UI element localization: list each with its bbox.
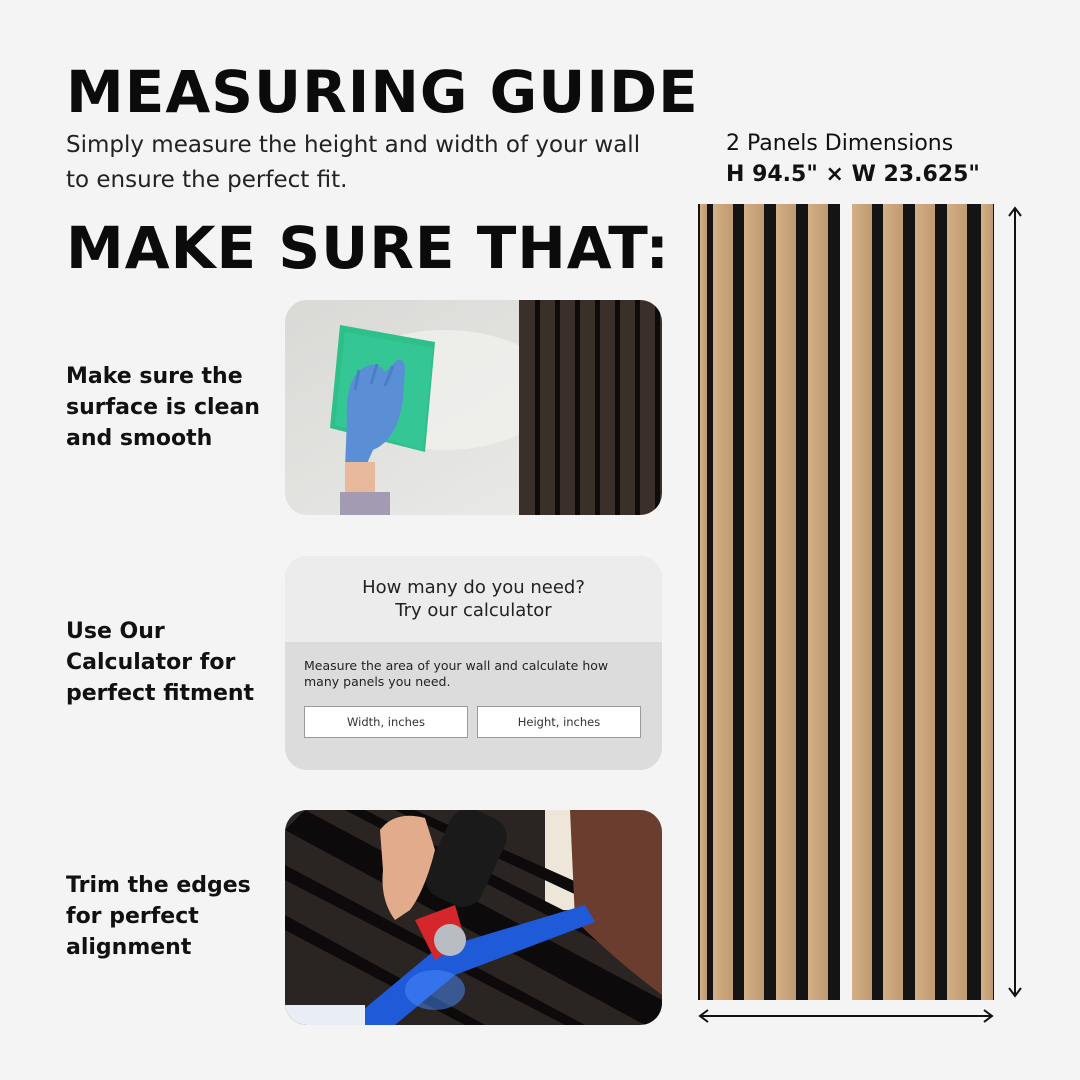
calculator-body — [285, 642, 662, 738]
step-3-line-3: alignment — [66, 935, 192, 960]
subtitle-line-1: Simply measure the height and width of your wall — [66, 132, 641, 158]
calculator-header — [285, 556, 662, 642]
step-1-line-2: surface is clean — [66, 395, 260, 420]
step-2-line-2: Calculator for — [66, 650, 236, 675]
step-3-line-2: for perfect — [66, 904, 199, 929]
panel-left — [698, 204, 840, 1000]
step-1-line-3: and smooth — [66, 426, 213, 451]
step-2-line-3: perfect fitment — [66, 681, 255, 706]
step-label-trim-edges — [66, 870, 276, 963]
calculator-inputs — [304, 706, 643, 738]
width-input[interactable]: Width, inches — [304, 706, 468, 738]
page-subtitle — [66, 128, 666, 198]
page-title: MEASURING GUIDE — [66, 58, 699, 126]
panel-right — [852, 204, 994, 1000]
calculator-title-line-1: How many do you need? — [362, 577, 585, 598]
height-arrow-icon — [1009, 208, 1021, 996]
acoustic-panels-illustration — [696, 200, 1036, 1035]
calculator-widget — [285, 556, 662, 770]
trimming-panel-photo — [285, 810, 662, 1025]
step-2-line-1: Use Our — [66, 619, 165, 644]
panel-dimensions-title: 2 Panels Dimensions — [726, 131, 954, 156]
panel-dimensions-values: H 94.5" × W 23.625" — [726, 162, 980, 187]
step-label-clean-surface — [66, 361, 276, 454]
calculator-title-line-2: Try our calculator — [395, 600, 552, 621]
cleaning-wall-photo — [285, 300, 662, 515]
width-arrow-icon — [700, 1010, 992, 1022]
step-1-line-1: Make sure the — [66, 364, 243, 389]
calculator-description: Measure the area of your wall and calculate how many panels you need. — [304, 658, 609, 689]
section-heading: MAKE SURE THAT: — [66, 214, 670, 282]
step-3-line-1: Trim the edges — [66, 873, 251, 898]
height-input[interactable]: Height, inches — [477, 706, 641, 738]
subtitle-line-2: to ensure the perfect fit. — [66, 167, 348, 193]
step-label-calculator — [66, 616, 276, 709]
